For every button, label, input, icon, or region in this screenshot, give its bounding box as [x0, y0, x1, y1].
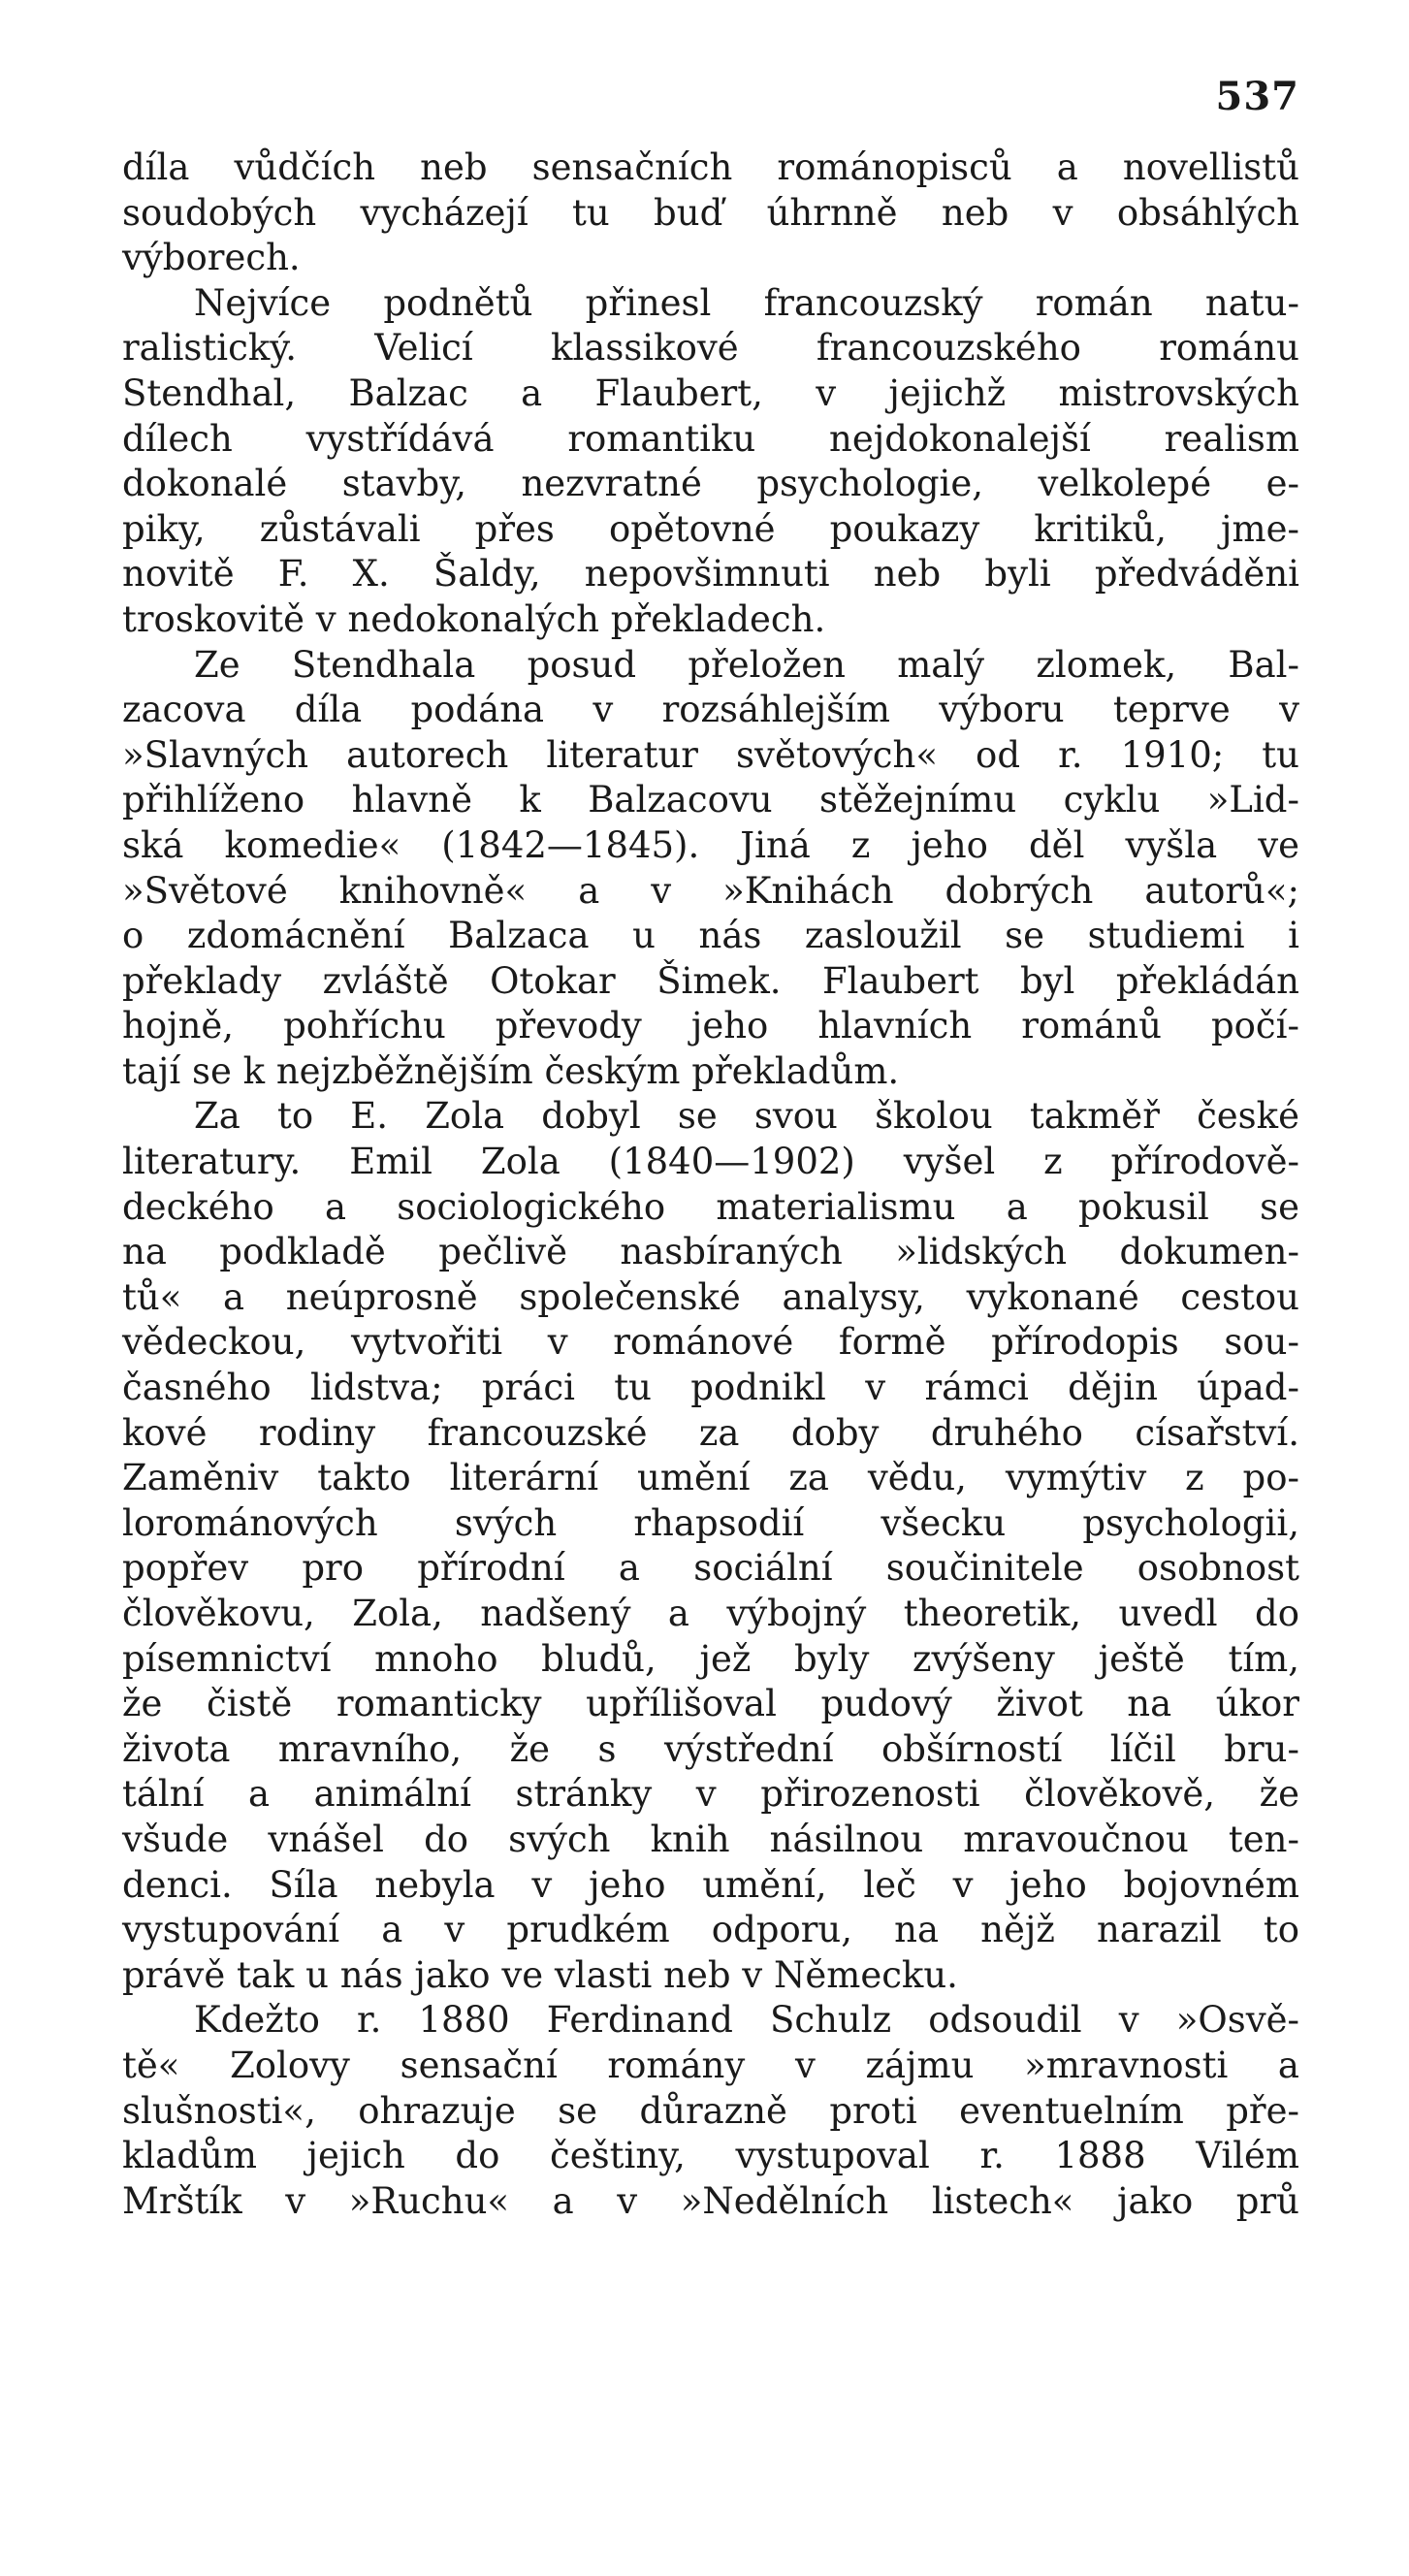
text-line: dílech vystřídává romantiku nejdokonalejší realism — [122, 417, 1299, 460]
text-line: vystupování a v prudkém odporu, na nějž narazil to — [122, 1909, 1299, 1951]
text-line: písemnictví mnoho bludů, jež byly zvýšeny ještě tím, — [122, 1637, 1299, 1680]
text-line: lorománových svých rhapsodií všecku psychologii, — [122, 1501, 1299, 1544]
text-line: tají se k nejzběžnějším českým překladům. — [122, 1049, 900, 1092]
text-line: Nejvíce podnětů přinesl francouzský román natu- — [194, 281, 1299, 324]
text-line: vědeckou, vytvořiti v románové formě přírodopis sou- — [122, 1321, 1299, 1364]
text-line: ralistický. Velicí klassikové francouzského románu — [122, 327, 1299, 370]
text-line: překlady zvláště Otokar Šimek. Flaubert byl překládán — [122, 959, 1299, 1002]
text-line: časného lidstva; práci tu podnikl v rámci dějin úpad- — [122, 1367, 1299, 1409]
text-line: »Slavných autorech literatur světových« od r. 1910; tu — [122, 733, 1299, 776]
text-line: hojně, pohříchu převody jeho hlavních románů počí- — [122, 1005, 1299, 1047]
paragraph-2 — [122, 281, 1299, 643]
text-line: že čistě romanticky upřílišoval pudový život na úkor — [122, 1683, 1299, 1725]
text-line: o zdomácnění Balzaca u nás zasloužil se studiemi i — [122, 915, 1299, 957]
text-line: tální a animální stránky v přirozenosti člověkově, že — [122, 1773, 1299, 1816]
text-line: Za to E. Zola dobyl se svou školou takměř české — [194, 1095, 1299, 1138]
text-line: soudobých vycházejí tu buď úhrnně neb v obsáhlých — [122, 191, 1299, 234]
text-line: kladům jejich do češtiny, vystupoval r. 1888 Vilém — [122, 2135, 1299, 2177]
text-line: popřev pro přírodní a sociální součinitele osobnost — [122, 1547, 1299, 1590]
text-line: všude vnášel do svých knih násilnou mravoučnou ten- — [122, 1818, 1299, 1860]
text-line: výborech. — [122, 237, 301, 279]
text-line: na podkladě pečlivě nasbíraných »lidských dokumen- — [122, 1231, 1299, 1273]
text-line: troskovitě v nedokonalých překladech. — [122, 597, 826, 640]
text-line: tě« Zolovy sensační romány v zájmu »mravnosti a — [122, 2044, 1299, 2086]
text-line: dokonalé stavby, nezvratné psychologie, velkolepé e- — [122, 463, 1299, 505]
text-line: člověkovu, Zola, nadšený a výbojný theoretik, uvedl do — [122, 1593, 1299, 1634]
page-number: 537 — [1215, 74, 1299, 119]
text-line: piky, zůstávali přes opětovné poukazy kritiků, jme- — [122, 507, 1299, 550]
text-line: tů« a neúprosně společenské analysy, vykonané cestou — [122, 1275, 1299, 1318]
body-text — [122, 145, 1299, 2224]
paragraph-4 — [122, 1094, 1299, 1998]
text-line: Mrštík v »Ruchu« a v »Nedělních listech« jako prů — [122, 2179, 1299, 2222]
text-line: »Světové knihovně« a v »Knihách dobrých autorů«; — [122, 869, 1299, 912]
text-line: přihlíženo hlavně k Balzacovu stěžejnímu cyklu »Lid- — [122, 779, 1299, 821]
text-line: Kdežto r. 1880 Ferdinand Schulz odsoudil v »Osvě- — [194, 1999, 1299, 2042]
paragraph-3 — [122, 643, 1299, 1095]
text-line: Stendhal, Balzac a Flaubert, v jejichž mistrovských — [122, 371, 1299, 414]
text-line: novitě F. X. Šaldy, nepovšimnuti neb byli předváděni — [122, 553, 1299, 596]
text-line: díla vůdčích neb sensačních románopisců a novellistů — [122, 146, 1299, 188]
paragraph-1 — [122, 145, 1299, 281]
text-line: zacova díla podána v rozsáhlejším výboru teprve v — [122, 689, 1299, 731]
text-line: kové rodiny francouzské za doby druhého císařství. — [122, 1411, 1299, 1454]
text-line: slušnosti«, ohrazuje se důrazně proti eventuelním pře- — [122, 2089, 1299, 2132]
text-line: Ze Stendhala posud přeložen malý zlomek, Bal- — [194, 643, 1299, 686]
text-line: právě tak u nás jako ve vlasti neb v Německu. — [122, 1953, 958, 1996]
text-line: ská komedie« (1842—1845). Jiná z jeho děl vyšla ve — [122, 823, 1299, 866]
text-line: Zaměniv takto literární umění za vědu, vymýtiv z po- — [122, 1457, 1299, 1499]
text-line: denci. Síla nebyla v jeho umění, leč v jeho bojovném — [122, 1863, 1299, 1906]
paragraph-5 — [122, 1998, 1299, 2224]
text-line: života mravního, že s výstřední obšírností líčil bru- — [122, 1727, 1299, 1770]
text-line: deckého a sociologického materialismu a pokusil se — [122, 1185, 1299, 1228]
text-line: literatury. Emil Zola (1840—1902) vyšel z přírodově- — [122, 1141, 1299, 1183]
